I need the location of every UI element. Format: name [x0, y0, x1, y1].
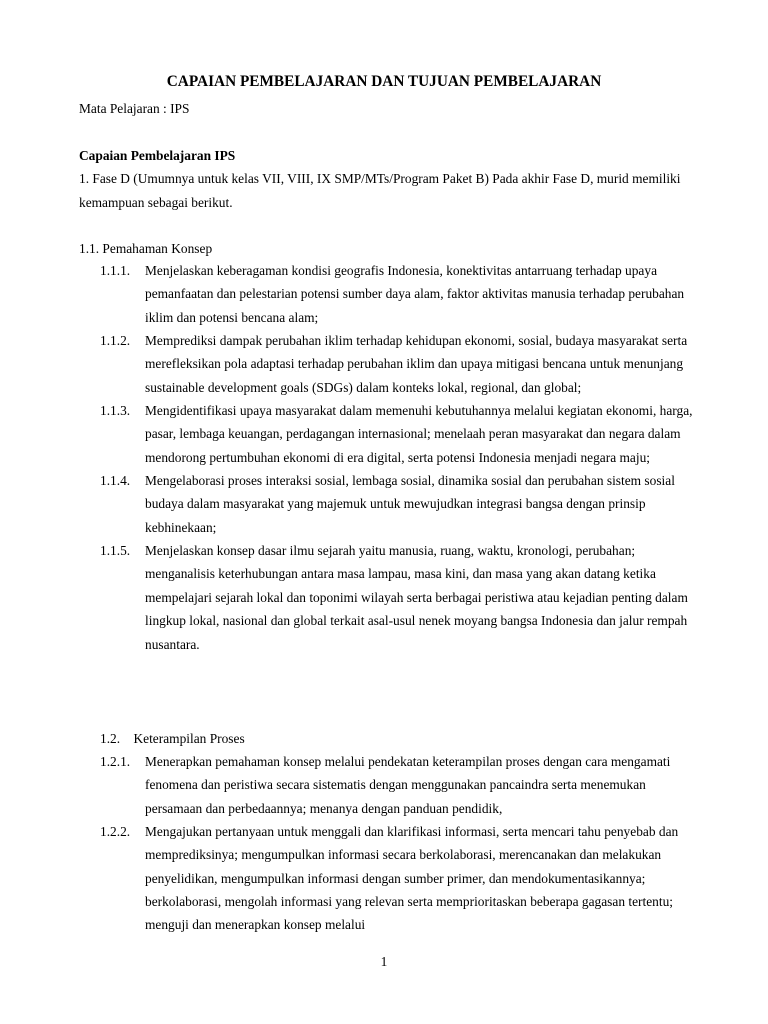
item-number: 1.1.2. [100, 333, 131, 349]
item-text: Mengelaborasi proses interaksi sosial, lembaga sosial, dinamika sosial dan perubahan sistem sosial budaya dalam masyarakat yang majemuk untuk mewujudkan integrasi bangsa dengan prinsip kebhinekaan; [145, 473, 675, 535]
document-title: CAPAIAN PEMBELAJARAN DAN TUJUAN PEMBELAJARAN [166, 73, 602, 90]
item-number: 1.1.4. [100, 473, 131, 489]
subject-line: Mata Pelajaran : IPS [79, 101, 190, 116]
list-1-1 [100, 259, 700, 656]
list-item-1-2-1 [100, 750, 700, 820]
page-number: 1 [380, 954, 388, 969]
list-item-1-2-2 [100, 820, 700, 937]
item-text: Mengajukan pertanyaan untuk menggali dan klarifikasi informasi, serta mencari tahu penyebab dan memprediksinya; mengumpulkan informasi secara berkolaborasi, merencanakan dan melakukan penyelidikan, mengumpulkan informasi dengan sumber primer, dan mendokumentasikannya; berkolaborasi, mengolah informasi yang relevan serta memprioritaskan beberapa gagasan tertentu; menguji dan menerapkan konsep melalui [145, 824, 679, 933]
intro-paragraph: 1. Fase D (Umumnya untuk kelas VII, VIII, IX SMP/MTs/Program Paket B) Pada akhir Fase D, murid memiliki kemampuan sebagai berikut. [79, 171, 681, 210]
item-number: 1.1.3. [100, 403, 131, 419]
list-item-1-1-5 [100, 539, 700, 656]
item-number: 1.1.5. [100, 543, 131, 559]
section-heading: Capaian Pembelajaran IPS [79, 148, 236, 163]
subsection-heading-1-1: 1.1. Pemahaman Konsep [79, 241, 213, 256]
subsection-heading-1-2: 1.2. Keterampilan Proses [100, 731, 245, 746]
item-number: 1.1.1. [100, 263, 131, 278]
list-item-1-1-3 [100, 399, 700, 469]
item-text: Menjelaskan konsep dasar ilmu sejarah yaitu manusia, ruang, waktu, kronologi, perubahan; menganalisis keterhubungan antara masa lampau, masa kini, dan masa yang akan datang ketika mempelajari sejarah lokal dan toponimi wilayah serta berbagai peristiwa atau kejadian penting dalam lingkup lokal, nasional dan global terkait asal-usul nenek moyang bangsa Indonesia dan jalur rempah nusantara. [145, 543, 688, 652]
list-1-2 [100, 750, 700, 937]
item-number: 1.2.2. [100, 824, 131, 840]
item-text: Mengidentifikasi upaya masyarakat dalam memenuhi kebutuhannya melalui kegiatan ekonomi, harga, pasar, lembaga keuangan, perdagangan internasional; menelaah peran masyarakat dan negara dalam mendorong pertumbuhan ekonomi di era digital, serta potensi Indonesia menjadi negara maju; [145, 403, 693, 465]
list-item-1-1-2 [100, 329, 700, 399]
item-number: 1.2.1. [100, 754, 131, 769]
item-text: Memprediksi dampak perubahan iklim terhadap kehidupan ekonomi, sosial, budaya masyarakat serta merefleksikan pola adaptasi terhadap perubahan iklim dan upaya mitigasi bencana untuk menunjang sustainable development goals (SDGs) dalam konteks lokal, regional, dan global; [145, 333, 688, 395]
list-item-1-1-1 [100, 259, 700, 329]
list-item-1-1-4 [100, 469, 700, 539]
item-text: Menjelaskan keberagaman kondisi geografis Indonesia, konektivitas antarruang terhadap upaya pemanfaatan dan pelestarian potensi sumber daya alam, faktor aktivitas manusia terhadap perubahan iklim dan potensi bencana alam; [145, 263, 685, 325]
item-text: Menerapkan pemahaman konsep melalui pendekatan keterampilan proses dengan cara mengamati fenomena dan peristiwa secara sistematis dengan menggunakan pancaindra serta menemukan persamaan dan perbedaannya; menanya dengan panduan pendidik, [145, 754, 671, 816]
